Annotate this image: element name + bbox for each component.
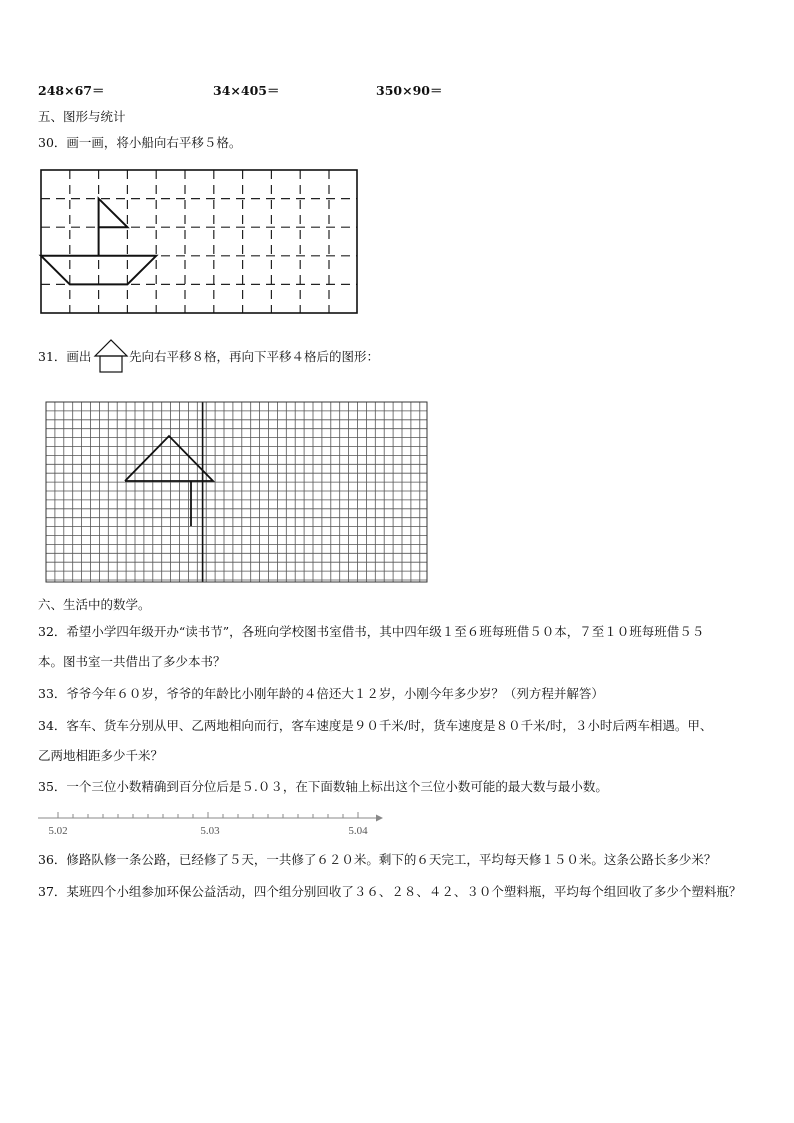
translation-grid-lines	[46, 402, 427, 582]
calc-item-1: 248×67＝	[38, 83, 105, 98]
question-33: 33．爷爷今年６０岁，爷爷的年龄比小刚年龄的４倍还大１２岁，小刚今年多少岁？（列方程并解答）	[38, 686, 604, 701]
question-30: 30．画一画，将小船向右平移５格。	[38, 135, 242, 150]
question-32-line-2: 本。图书室一共借出了多少本书？	[38, 654, 226, 669]
section-6-title: 六、生活中的数学。	[38, 597, 151, 612]
question-35: 35．一个三位小数精确到百分位后是５.０３，在下面数轴上标出这个三位小数可能的最大数与最小数。	[38, 779, 608, 794]
question-36: 36．修路队修一条公路，已经修了５天，一共修了６２０米。剩下的６天完工，平均每天修１５０米。这条公路长多少米？	[38, 852, 717, 867]
question-31-prefix: 31．画出	[38, 349, 92, 364]
tick-label-5-03: 5.03	[200, 825, 220, 837]
section-5-title: 五、图形与统计	[38, 109, 126, 124]
question-37: 37．某班四个小组参加环保公益活动，四个组分别回收了３６、２８、４２、３０个塑料瓶，平均每个组回收了多少个塑料瓶？	[38, 884, 742, 899]
boat-shape	[41, 199, 156, 285]
question-31-suffix: 先向右平移８格，再向下平移４格后的图形：	[129, 349, 380, 364]
tick-label-5-04: 5.04	[348, 825, 368, 837]
boat-hull	[41, 256, 156, 285]
boat-grid-dashed-lines	[41, 170, 357, 313]
house-shape	[125, 436, 213, 526]
house-roof	[125, 436, 213, 481]
number-line-ticks	[58, 812, 358, 818]
calc-item-2: 34×405＝	[213, 83, 280, 98]
question-34-line-2: 乙两地相距多少千米？	[38, 748, 164, 763]
question-32-line-1: 32．希望小学四年级开办“读书节”，各班向学校图书室借书，其中四年级１至６班每班借５０本，７至１０班每班借５５	[38, 624, 705, 639]
boat-grid-border	[41, 170, 357, 313]
question-34-line-1: 34．客车、货车分别从甲、乙两地相向而行，客车速度是９０千米/时，货车速度是８０千米/时，３小时后两车相遇。甲、	[38, 718, 713, 733]
house-icon	[94, 339, 128, 373]
number-line-arrow	[376, 815, 383, 822]
boat-sail	[99, 199, 128, 228]
calc-item-3: 350×90＝	[376, 83, 443, 98]
translation-grid-border	[46, 402, 427, 582]
tick-label-5-02: 5.02	[48, 825, 68, 837]
